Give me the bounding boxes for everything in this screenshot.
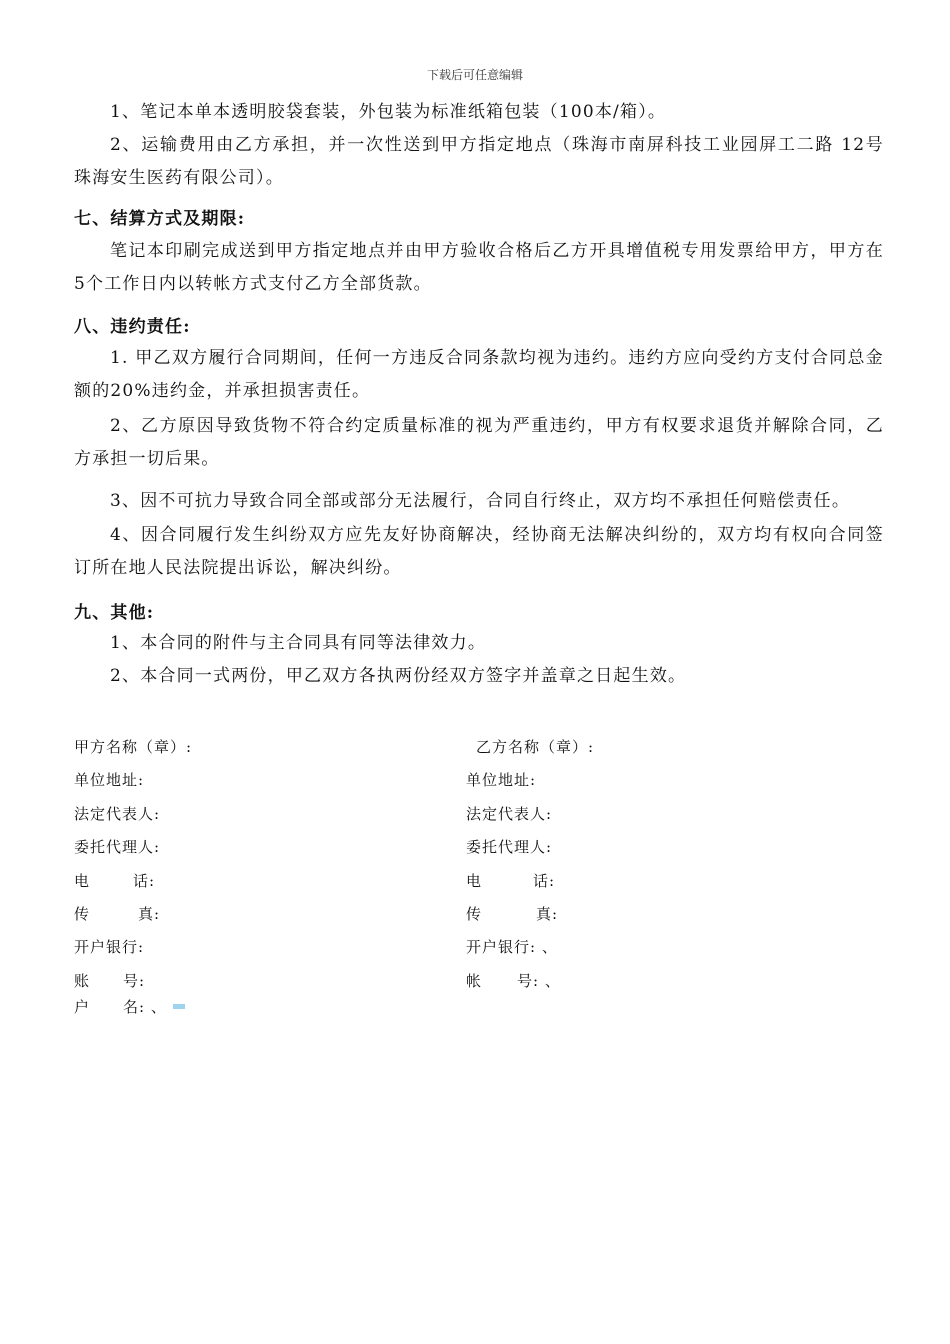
party-b-account-label-1: 帐 <box>466 972 483 990</box>
other-item-2: 2、本合同一式两份，甲乙双方各执两份经双方签字并盖章之日起生效。 <box>110 666 687 686</box>
party-b-agent: 委托代理人: <box>466 838 553 856</box>
highlight-mark <box>173 1004 185 1009</box>
party-b-account-label-2: 号: 、 <box>517 972 561 990</box>
party-b-fax-label-2: 真: <box>536 905 559 923</box>
party-a-agent: 委托代理人: <box>74 838 161 856</box>
party-b-name: 乙方名称（章）: <box>476 738 595 756</box>
page-header-note: 下载后可任意编辑 <box>426 68 523 82</box>
party-a-holder-label-1: 户 <box>74 998 91 1016</box>
party-a-fax-label-2: 真: <box>138 905 161 923</box>
party-b-rep: 法定代表人: <box>466 805 553 823</box>
party-b-bank: 开户银行: 、 <box>466 938 558 956</box>
packaging-item-1: 1、笔记本单本透明胶袋套装，外包装为标准纸箱包装（100本/箱）。 <box>110 102 667 122</box>
party-a-rep: 法定代表人: <box>74 805 161 823</box>
liability-item-3: 3、因不可抗力导致合同全部或部分无法履行，合同自行终止，双方均不承担任何赔偿责任。 <box>110 491 851 511</box>
party-b-phone-label-1: 电 <box>466 872 483 890</box>
liability-item-1: 1. 甲乙双方履行合同期间，任何一方违反合同条款均视为违约。违约方应向受约方支付合同总金额的20%违约金，并承担损害责任。 <box>74 348 884 401</box>
settlement-heading: 七、结算方式及期限: <box>74 209 246 229</box>
settlement-text: 笔记本印刷完成送到甲方指定地点并由甲方验收合格后乙方开具增值税专用发票给甲方，甲方在5个工作日内以转帐方式支付乙方全部货款。 <box>74 241 884 294</box>
party-a-holder-label-2: 名: 、 <box>123 998 167 1016</box>
other-heading: 九、其他: <box>74 603 155 623</box>
party-a-name: 甲方名称（章）: <box>74 738 193 756</box>
party-a-phone-label-2: 话: <box>133 872 156 890</box>
liability-item-2: 2、乙方原因导致货物不符合约定质量标准的视为严重违约，甲方有权要求退货并解除合同，乙方承担一切后果。 <box>74 416 884 469</box>
other-item-1: 1、本合同的附件与主合同具有同等法律效力。 <box>110 633 487 653</box>
party-a-fax-label-1: 传 <box>74 905 91 923</box>
liability-heading: 八、违约责任: <box>74 317 191 337</box>
party-b-fax-label-1: 传 <box>466 905 483 923</box>
liability-item-4: 4、因合同履行发生纠纷双方应先友好协商解决，经协商无法解决纠纷的，双方均有权向合同签订所在地人民法院提出诉讼，解决纠纷。 <box>74 525 884 578</box>
packaging-item-2: 2、运输费用由乙方承担，并一次性送到甲方指定地点（珠海市南屏科技工业园屏工二路 12号 珠海安生医药有限公司）。 <box>74 135 884 188</box>
party-a-phone-label-1: 电 <box>74 872 91 890</box>
party-b-address: 单位地址: <box>466 771 537 789</box>
party-a-account-label-2: 号: <box>123 972 146 990</box>
party-a-bank: 开户银行: <box>74 938 145 956</box>
party-b-phone-label-2: 话: <box>533 872 556 890</box>
party-a-address: 单位地址: <box>74 771 145 789</box>
party-a-account-label-1: 账 <box>74 972 91 990</box>
